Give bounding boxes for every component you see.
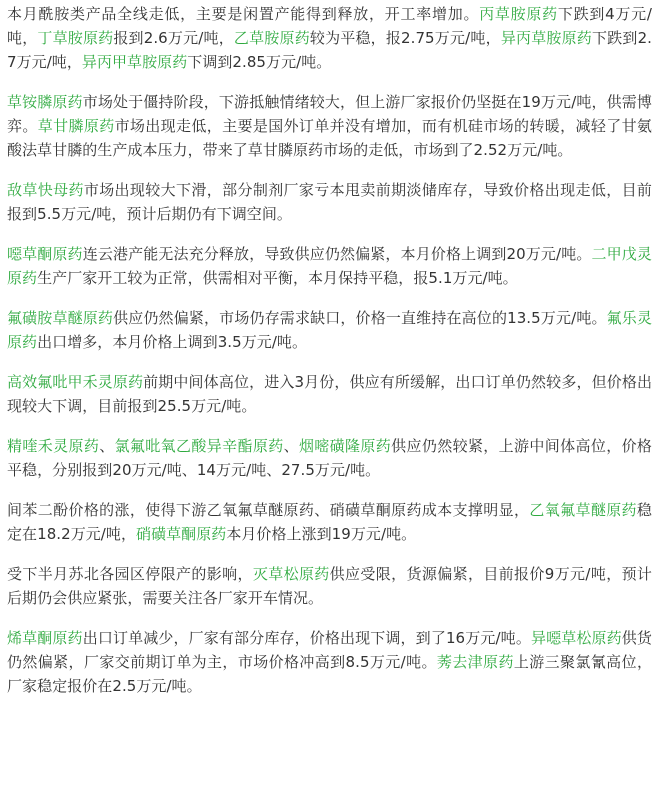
text-run: 受下半月苏北各园区停限产的影响， [7, 565, 253, 583]
paragraph [7, 370, 652, 418]
text-run: 供应受限，货源偏紧，目前报价9万元/吨，预计后期仍会供应紧张，需要关注各厂家开车情况。 [7, 565, 652, 607]
paragraph [7, 498, 652, 546]
product-name-highlight: 烟嘧磺隆原药 [298, 437, 392, 455]
text-run: 间苯二酚价格的涨，使得下游乙氧氟草醚原药、硝磺草酮原药成本支撑明显， [7, 501, 530, 519]
paragraph [7, 178, 652, 226]
product-name-highlight: 乙草胺原药 [233, 29, 310, 47]
text-run: 较为平稳，报2.75万元/吨， [309, 29, 501, 47]
product-name-highlight: 硝磺草酮原药 [136, 525, 227, 543]
text-run: 上游三聚氯氰高位，厂家稳定报价在2.5万元/吨。 [7, 653, 652, 695]
text-run: 、 [283, 437, 299, 455]
product-name-highlight: 二甲戊灵原药 [7, 245, 652, 287]
text-run: 市场处于僵持阶段，下游抵触情绪较大，但上游厂家报价仍坚挺在19万元/吨，供需博弈。 [7, 93, 652, 135]
product-name-highlight: 灭草松原药 [252, 565, 330, 583]
product-name-highlight: 敌草快母药 [7, 181, 84, 199]
product-name-highlight: 烯草酮原药 [7, 629, 83, 647]
product-name-highlight: 高效氟吡甲禾灵原药 [7, 373, 144, 391]
text-run: 连云港产能无法充分释放，导致供应仍然偏紧，本月价格上调到20万元/吨。 [82, 245, 592, 263]
paragraph [7, 306, 652, 354]
product-name-highlight: 噁草酮原药 [7, 245, 83, 263]
paragraph [7, 2, 652, 74]
product-name-highlight: 异噁草松原药 [530, 629, 622, 647]
product-name-highlight: 草甘膦原药 [37, 117, 115, 135]
text-run: 下跌到2.7万元/吨， [7, 29, 652, 71]
product-name-highlight: 精喹禾灵原药 [7, 437, 100, 455]
text-run: 供应仍然较紧，上游中间体高位，价格平稳，分别报到20万元/吨、14万元/吨、27.5万元/吨。 [7, 437, 652, 479]
product-name-highlight: 氯氟吡氧乙酸异辛酯原药 [114, 437, 284, 455]
product-name-highlight: 草铵膦原药 [7, 93, 83, 111]
text-run: 市场出现走低，主要是国外订单并没有增加，而有机硅市场的转暖，减轻了甘氨酸法草甘膦的生产成本压力，带来了草甘膦原药市场的走低，市场到了2.52万元/吨。 [7, 117, 652, 159]
product-name-highlight: 氟乐灵原药 [7, 309, 652, 351]
text-run: 出口订单减少，厂家有部分库存，价格出现下调，到了16万元/吨。 [82, 629, 531, 647]
text-run: 稳定在18.2万元/吨， [7, 501, 652, 543]
product-name-highlight: 莠去津原药 [436, 653, 514, 671]
paragraph [7, 90, 652, 162]
product-name-highlight: 丁草胺原药 [37, 29, 114, 47]
text-run: 出口增多，本月价格上调到3.5万元/吨。 [37, 333, 308, 351]
text-run: 本月价格上涨到19万元/吨。 [226, 525, 417, 543]
text-run: 下调到2.85万元/吨。 [187, 53, 332, 71]
text-run: 下跌到4万元/吨， [7, 5, 652, 47]
text-run: 供货仍然偏紧，厂家交前期订单为主，市场价格冲高到8.5万元/吨。 [7, 629, 652, 671]
paragraph [7, 434, 652, 482]
text-run: 市场出现较大下滑，部分制剂厂家亏本甩卖前期淡储库存，导致价格出现走低，目前报到5.5万元/吨，预计后期仍有下调空间。 [7, 181, 652, 223]
text-run: 本月酰胺类产品全线走低，主要是闲置产能得到释放，开工率增加。 [7, 5, 480, 23]
product-name-highlight: 氟磺胺草醚原药 [7, 309, 114, 327]
product-name-highlight: 异丙草胺原药 [500, 29, 592, 47]
product-name-highlight: 异丙甲草胺原药 [81, 53, 188, 71]
paragraph [7, 562, 652, 610]
text-run: 生产厂家开工较为正常，供需相对平衡，本月保持平稳，报5.1万元/吨。 [37, 269, 518, 287]
paragraph [7, 626, 652, 698]
text-run: 供应仍然偏紧，市场仍存需求缺口，价格一直维持在高位的13.5万元/吨。 [113, 309, 607, 327]
text-run: 、 [99, 437, 115, 455]
product-name-highlight: 丙草胺原药 [479, 5, 558, 23]
text-run: 前期中间体高位，进入3月份，供应有所缓解，出口订单仍然较多，但价格出现较大下调，目前报到25.5万元/吨。 [7, 373, 653, 415]
text-run: 报到2.6万元/吨， [113, 29, 234, 47]
product-name-highlight: 乙氧氟草醚原药 [529, 501, 637, 519]
paragraph [7, 242, 652, 290]
